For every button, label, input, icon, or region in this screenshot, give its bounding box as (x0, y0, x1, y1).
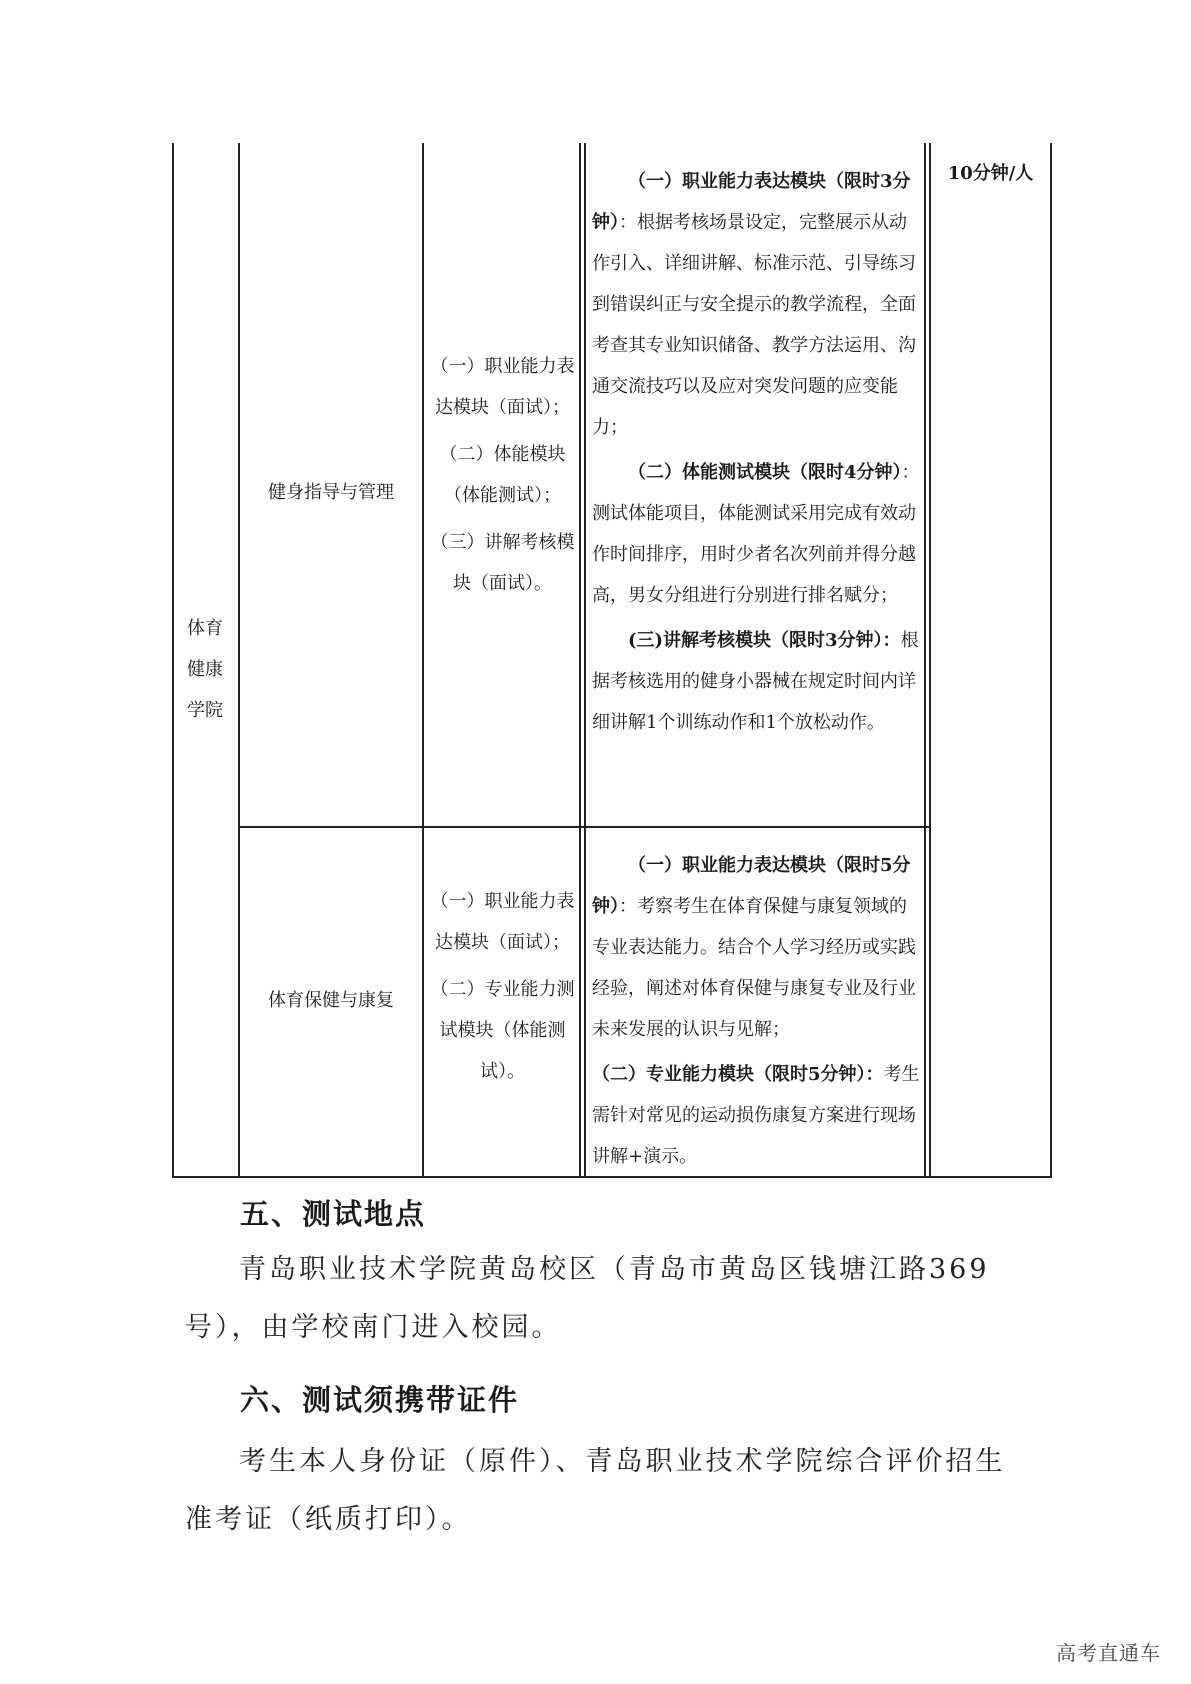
content-paragraph (592, 620, 920, 743)
content-paragraph (592, 161, 920, 448)
table-border-col5 (924, 143, 926, 1178)
content-cell (592, 161, 920, 747)
content-body: ：考察考生在体育保健与康复领域的专业表达能力。结合个人学习经历或实践经验，阐述对体育保健与康复专业及行业未来发展的认识与见解； (592, 896, 916, 1040)
module-item: （一）职业能力表达模块（面试）； (430, 891, 575, 953)
module-item: （一）职业能力表达模块（面试）； (430, 356, 575, 418)
section-title-location: 五、测试地点 (240, 1197, 427, 1231)
content-paragraph (592, 1054, 920, 1177)
content-body: 根据考核选用的健身小器械在规定时间内详细讲解1个训练动作和1个放松动作。 (592, 630, 919, 733)
content-body: 考生需针对常见的运动损伤康复方案进行现场讲解+演示。 (592, 1064, 920, 1167)
content-heading: (三)讲解考核模块（限时3分钟）： (628, 630, 901, 651)
department-line: 学院 (187, 700, 223, 721)
table-border-col3 (579, 143, 581, 1178)
content-heading: （一）职业能力表达模块（限时5分钟） (592, 855, 911, 917)
content-cell (592, 845, 920, 1181)
section-title-documents: 六、测试须携带证件 (240, 1383, 520, 1417)
section-text-documents: 考生本人身份证（原件）、青岛职业技术学院综合评价招生准考证（纸质打印）。 (185, 1446, 1006, 1535)
table-border-left (172, 143, 174, 1178)
content-paragraph (592, 845, 920, 1050)
content-paragraph (592, 452, 920, 616)
module-item: （二）体能模块（体能测试）； (439, 444, 566, 506)
content-body: ：测试体能项目，体能测试采用完成有效动作时间排序，用时少者名次列前并得分越高，男女分组进行分别进行排名赋分； (592, 462, 920, 606)
table-border-col4 (584, 143, 586, 1178)
content-heading: （一）职业能力表达模块（限时3分钟） (592, 171, 911, 233)
department-line: 体育 (187, 618, 223, 639)
table-border-col1 (238, 143, 240, 1178)
content-heading: （二）专业能力模块（限时5分钟）： (592, 1064, 884, 1085)
department-line: 健康 (187, 659, 223, 680)
table-border-col2 (422, 143, 424, 1178)
section-text-location: 青岛职业技术学院黄岛校区（青岛市黄岛区钱塘江路369号），由学校南门进入校园。 (185, 1254, 990, 1343)
table-row-divider (238, 826, 929, 828)
time-cell: 10分钟/人 (947, 163, 1034, 184)
module-list-cell (430, 881, 575, 1098)
content-heading: （二）体能测试模块（限时4分钟） (628, 462, 902, 483)
department-cell (180, 608, 230, 731)
table-border-right (1050, 143, 1052, 1178)
table-border-col6 (929, 143, 931, 1178)
watermark-text: 高考直通车 (1056, 1641, 1161, 1665)
major-cell: 健身指导与管理 (268, 482, 394, 503)
module-list-cell (430, 346, 575, 610)
module-item: （三）讲解考核模块（面试）。 (430, 532, 575, 594)
module-item: （二）专业能力测试模块（体能测试）。 (430, 979, 575, 1082)
exam-table (172, 143, 1052, 1178)
major-cell: 体育保健与康复 (268, 990, 394, 1011)
content-body: ：根据考核场景设定，完整展示从动作引入、详细讲解、标准示范、引导练习到错误纠正与安全提示的教学流程，全面考查其专业知识储备、教学方法运用、沟通交流技巧以及应对突发问题的应变能力； (592, 212, 916, 438)
